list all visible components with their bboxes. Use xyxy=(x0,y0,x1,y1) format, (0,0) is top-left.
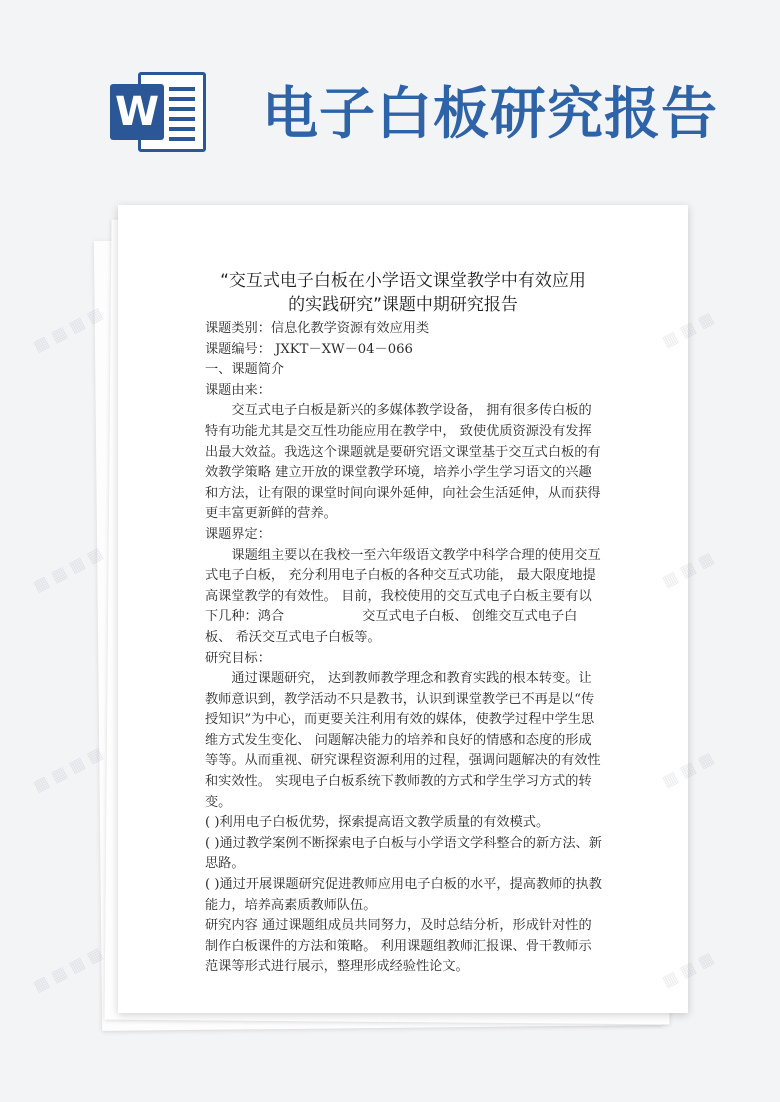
page-title: 电子白板研究报告 xyxy=(262,82,718,147)
subheading-definition: 课题界定： xyxy=(205,526,271,542)
document-title-line-1: “交互式电子白板在小学语文课堂教学中有效应用 xyxy=(220,271,586,291)
goal-item: ( )通过教学案例不断探索电子白板与小学语文学科整合的新方法、新思路。 xyxy=(205,835,602,872)
goal-item: ( )通过开展课题研究促进教师应用电子白板的水平，提高教师的执教能力，培养高素质教师队伍。 xyxy=(205,877,602,913)
paragraph-origin: 交互式电子白板是新兴的多媒体教学设备， 拥有很多传白板的特有功能尤其是交互性功能应用在教学中， 致使优质资源没有发挥出最大效益。我选这个课题就是要研究语文课堂基于交互式白板的有效教学策略 建立开放的课堂教学环境，培养小学生学习语文的兴趣和方法，让有限的课堂时间向课外延伸，向社会生活延伸，从而获得更丰富更新鲜的营养。 xyxy=(205,403,601,522)
subheading-origin: 课题由来： xyxy=(205,382,271,398)
topic-number: 课题编号： JXKT－XW－04－066 xyxy=(205,341,413,357)
watermark-mark: ▦ xyxy=(694,548,717,572)
goal-item: ( )利用电子白板优势，探索提高语文教学质量的有效模式。 xyxy=(205,815,550,831)
watermark-mark: ▦ ▦ ▦ ▦ xyxy=(29,743,106,796)
paragraph-goals: 通过课题研究， 达到教师教学理念和教育实践的根本转变。让教师意识到，教学活动不只是教书，认识到课堂教学已不再是以“传授知识”为中心，而更要关注利用有效的媒体，使教学过程中学生思维方式发生变化、 问题解决能力的培养和良好的情感和态度的形成等等。从而重视、研究课程资源利用的过程，强调问题解决的有效性和实效性。 实现电子白板系统下教师教的方式和学生学习方式的转变。 xyxy=(205,671,601,810)
word-icon xyxy=(110,60,210,160)
paragraph-definition-continued: 交互式电子白板、 创维交互式电子白板、 希沃交互式电子白板等。 xyxy=(205,609,578,645)
header xyxy=(0,0,780,200)
document-title-line-2: 的实践研究”课题中期研究报告 xyxy=(288,295,518,315)
document-body xyxy=(205,319,603,978)
watermark-mark: ▦ ▦ ▦ ▦ xyxy=(29,543,106,596)
word-logo-letter: W xyxy=(110,84,164,140)
topic-category: 课题类别：信息化教学资源有效应用类 xyxy=(205,321,430,336)
section-heading-intro: 一、课题简介 xyxy=(205,362,285,378)
paragraph-definition-text: 课题组主要以在我校一至六年级语文教学中科学合理的使用交互式电子白板， 充分利用电子白板的各种交互式功能， 最大限度地提高课堂教学的有效性。 目前，我校使用的交互式电子白板主要有以下几种：鸿合 xyxy=(205,547,601,625)
paragraph-content: 研究内容 通过课题组成员共同努力，及时总结分析，形成针对性的制作白板课件的方法和策略。 利用课题组教师汇报课、骨干教师示范课等形式进行展示，整理形成经验性论文。 xyxy=(205,918,592,975)
watermark-mark: ▦ ▦ ▦ ▦ xyxy=(29,943,106,996)
watermark-mark: ▦ xyxy=(694,948,717,972)
watermark-mark: ▦ ▦ ▦ ▦ xyxy=(29,303,106,356)
paragraph-definition xyxy=(205,546,603,649)
document-title xyxy=(148,269,658,317)
watermark-mark: ▦ xyxy=(694,748,717,772)
subheading-goals: 研究目标： xyxy=(205,650,271,666)
document-page xyxy=(118,205,688,1013)
watermark-mark: ▦ xyxy=(694,308,717,332)
